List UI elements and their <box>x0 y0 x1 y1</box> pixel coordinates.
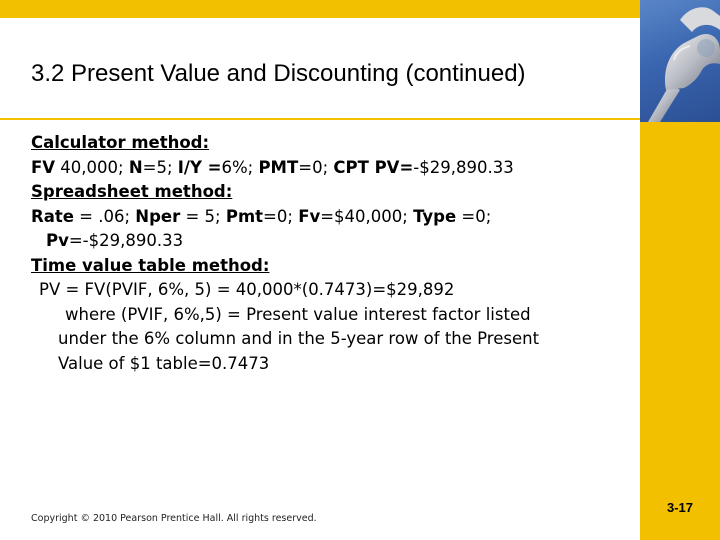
slide-content <box>31 131 636 376</box>
spreadsheet-result-line: Pv=-$29,890.33 <box>46 231 184 250</box>
top-accent-bar <box>0 0 640 18</box>
title-rule <box>0 118 640 120</box>
wrench-icon <box>640 0 720 122</box>
table-heading: Time value table method: <box>31 255 270 275</box>
copyright-footer: Copyright © 2010 Pearson Prentice Hall. All rights reserved. <box>31 513 317 524</box>
table-where-1: where (PVIF, 6%,5) = Present value interest factor listed <box>65 304 531 324</box>
calculator-line: FV 40,000; N=5; I/Y =6%; PMT=0; CPT PV=-$29,890.33 <box>31 157 514 177</box>
page-title: 3.2 Present Value and Discounting (continued) <box>31 60 526 87</box>
table-formula: PV = FV(PVIF, 6%, 5) = 40,000*(0.7473)=$29,892 <box>39 280 455 299</box>
spreadsheet-line: Rate = .06; Nper = 5; Pmt=0; Fv=$40,000; Type =0; <box>31 206 492 226</box>
page-number: 3-17 <box>666 500 694 515</box>
spreadsheet-heading: Spreadsheet method: <box>31 182 233 201</box>
table-where-2: under the 6% column and in the 5-year row of the Present <box>58 329 540 348</box>
calculator-heading: Calculator method: <box>31 133 210 152</box>
table-where-3: Value of $1 table=0.7473 <box>58 353 270 373</box>
